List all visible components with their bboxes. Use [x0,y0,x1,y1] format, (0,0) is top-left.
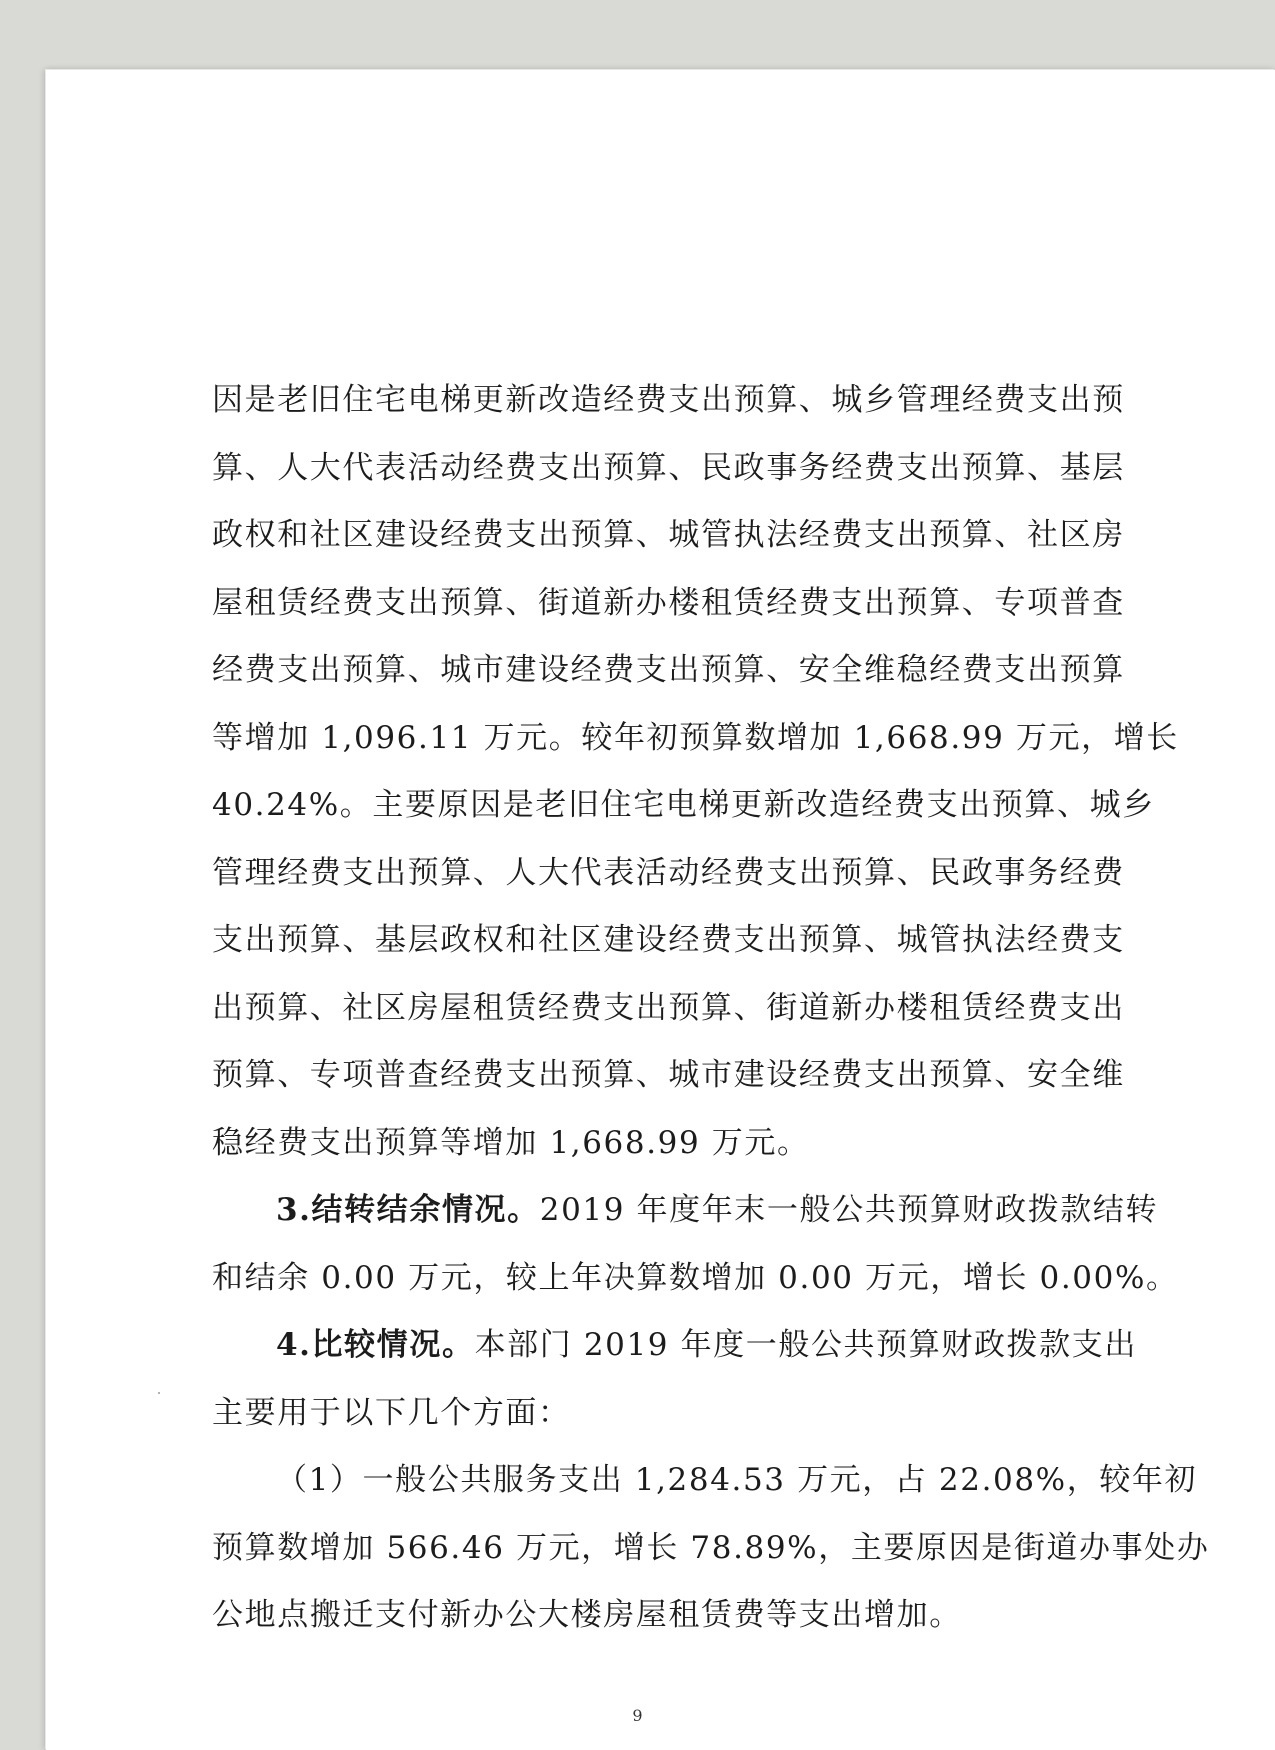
body-text [212,367,1210,1650]
text-line: 预算数增加 566.46 万元，增长 78.89%，主要原因是街道办事处办 [212,1529,1210,1566]
carryover-paragraph-line [212,1177,1192,1245]
text-line: 主要用于以下几个方面： [212,1394,571,1431]
carryover-text: 2019 年度年末一般公共预算财政拨款结转 [539,1192,1159,1228]
text-line: 算、人大代表活动经费支出预算、民政事务经费支出预算、基层 [212,449,1125,486]
text-line: 管理经费支出预算、人大代表活动经费支出预算、民政事务经费 [212,854,1125,891]
text-line: 政权和社区建设经费支出预算、城管执法经费支出预算、社区房 [212,517,1125,553]
text-line: 屋租赁经费支出预算、街道新办楼租赁经费支出预算、专项普查 [212,584,1125,621]
text-line: 出预算、社区房屋租赁经费支出预算、街道新办楼租赁经费支出 [212,989,1125,1026]
text-line: 40.24%。主要原因是老旧住宅电梯更新改造经费支出预算、城乡 [212,787,1155,823]
text-line: 支出预算、基层政权和社区建设经费支出预算、城管执法经费支 [212,922,1125,958]
scan-speck [158,1392,160,1394]
text-line: 公地点搬迁支付新办公大楼房屋租赁费等支出增加。 [212,1597,962,1633]
text-line: 经费支出预算、城市建设经费支出预算、安全维稳经费支出预算 [212,652,1125,688]
text-line: 和结余 0.00 万元，较上年决算数增加 0.00 万元，增长 0.00%。 [212,1259,1179,1296]
text-line: 预算、专项普查经费支出预算、城市建设经费支出预算、安全维 [212,1057,1125,1093]
page-number: 9 [632,1706,643,1725]
text-line: 因是老旧住宅电梯更新改造经费支出预算、城乡管理经费支出预 [212,382,1125,418]
comparison-heading: 4.比较情况。 [276,1327,475,1363]
text-line: 等增加 1,096.11 万元。较年初预算数增加 1,668.99 万元，增长 [212,719,1179,756]
comparison-paragraph-line [212,1312,1192,1380]
text-line: 稳经费支出预算等增加 1,668.99 万元。 [212,1124,810,1161]
comparison-text: 本部门 2019 年度一般公共预算财政拨款支出 [474,1327,1137,1363]
text-line: （1）一般公共服务支出 1,284.53 万元，占 22.08%，较年初 [276,1462,1198,1498]
carryover-heading: 3.结转结余情况。 [276,1192,540,1228]
document-page [46,70,1275,1750]
